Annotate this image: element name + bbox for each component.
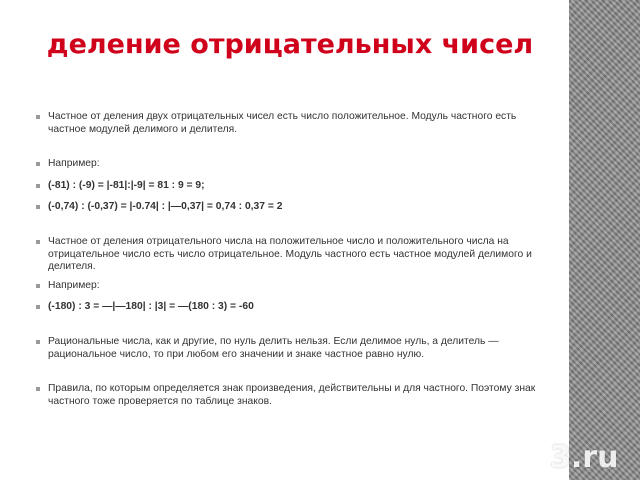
sign-rule-paragraph: Правила, по которым определяется знак произведения, действительны и для частного. Поэтому знак частного тоже проверяется по таблице знаков. — [36, 383, 536, 408]
example-label-1: Например: — [36, 158, 536, 171]
zero-division-paragraph: Рациональные числа, как и другие, по нуль делить нельзя. Если делимое нуль, а делитель — рациональное число, то при любом его значении и знаке частное равно нулю. — [36, 336, 536, 361]
rule-paragraph-2: Частное от деления отрицательного числа на положительное число и положительного числа на отрицательное число есть число отрицательное. Модуль частного есть частное модулей делимого и делителя. — [36, 236, 536, 274]
side-texture-decoration — [569, 0, 640, 480]
slide-content — [36, 111, 536, 408]
watermark-logo: 3.ru — [550, 440, 619, 475]
slide-title: деление отрицательных чисел — [46, 29, 534, 60]
example-formula-3: (-180) : 3 = —|—180| : |3| = —(180 : 3) = -60 — [36, 301, 536, 314]
example-label-2: Например: — [36, 280, 536, 293]
example-formula-1: (-81) : (-9) = |-81|:|-9| = 81 : 9 = 9; — [36, 180, 536, 193]
rule-paragraph-1: Частное от деления двух отрицательных чисел есть число положительное. Модуль частного есть частное модулей делимого и делителя. — [36, 111, 536, 136]
example-formula-2: (-0,74) : (-0,37) = |-0.74| : |—0,37| = 0,74 : 0,37 = 2 — [36, 201, 536, 214]
